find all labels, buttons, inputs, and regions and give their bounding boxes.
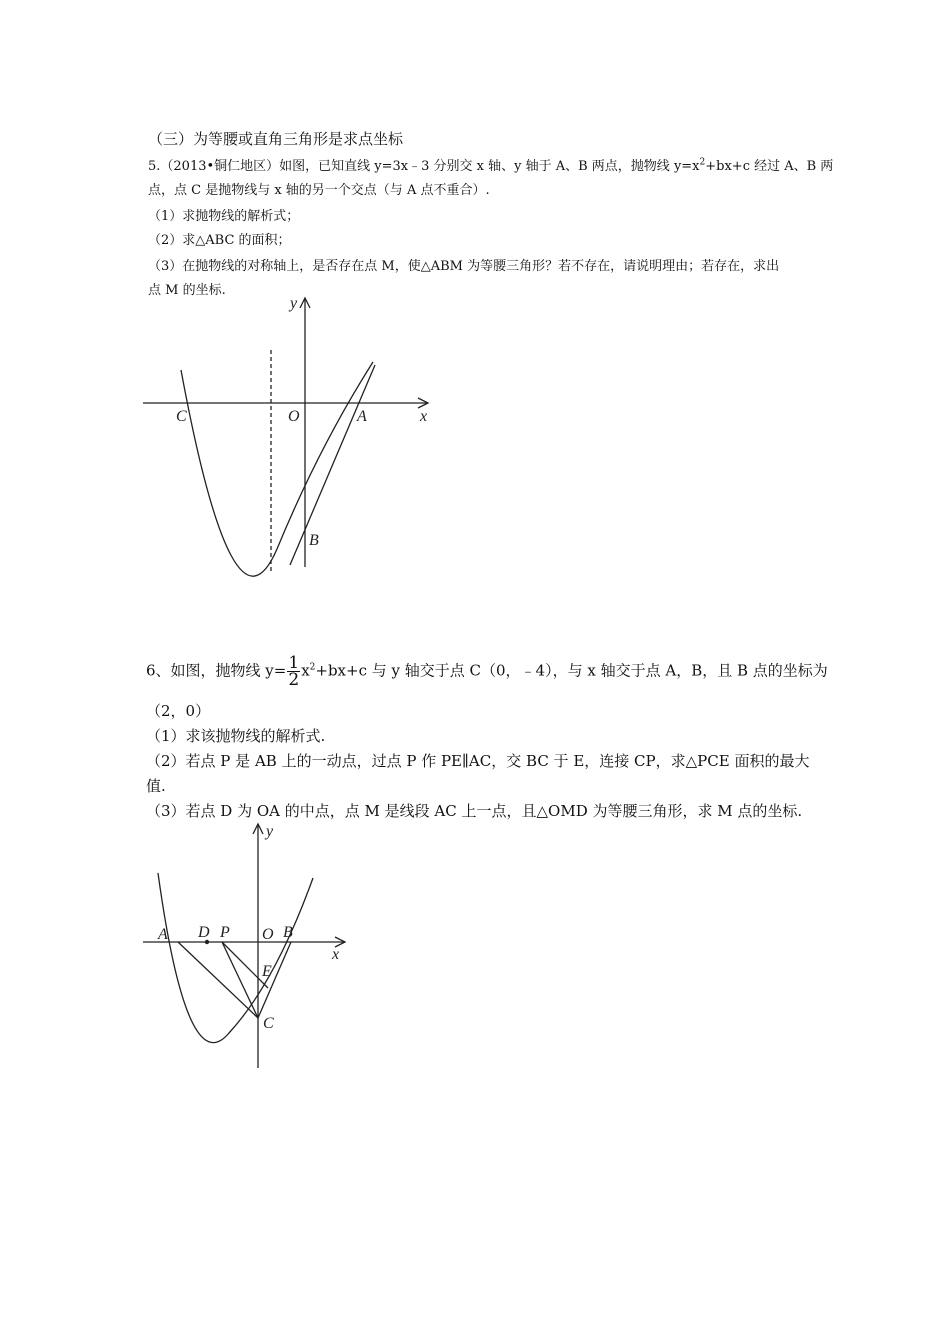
problem5-question-2: （2）求△ABC 的面积； (148, 233, 291, 248)
label-b: B (283, 924, 293, 941)
label-d: D (198, 924, 210, 941)
problem5-question-1: （1）求抛物线的解析式； (148, 209, 300, 224)
fraction-denominator: 2 (288, 670, 300, 690)
label-c: C (263, 1015, 274, 1032)
segment-bc (258, 942, 291, 1018)
problem5-line1-text: 5.（2013•铜仁地区）如图，已知直线 y=3x﹣3 分别交 x 轴、y 轴于 A、B 两点，抛物线 y=x (148, 159, 700, 174)
problem6-intro-tail: +bx+c 与 y 轴交于点 C（0，﹣4），与 x 轴交于点 A，B，且 B 点的坐标为 (315, 661, 828, 680)
label-a: A (158, 926, 168, 943)
label-a: A (357, 408, 367, 425)
fraction (287, 655, 300, 688)
label-o: O (288, 408, 300, 425)
problem5-exponent: 2 (699, 157, 706, 168)
label-x: x (332, 946, 340, 963)
problem6-figure (140, 818, 360, 1074)
problem5-line1 (148, 155, 833, 174)
parabola (181, 362, 373, 576)
section-heading: （三）为等腰或直角三角形是求点坐标 (148, 130, 404, 148)
problem5-question-3: （3）在抛物线的对称轴上，是否存在点 M，使△ABM 为等腰三角形？若不存在，请说明理由；若存在，求出 (148, 259, 780, 274)
segment-ac (178, 942, 258, 1018)
problem6-exponent: 2 (309, 662, 316, 673)
problem6-intro-line2: （2，0） (146, 702, 211, 720)
line-ab (290, 365, 375, 565)
problem6-question-1: （1）求该抛物线的解析式. (146, 727, 326, 745)
problem5-line2: 点，点 C 是抛物线与 x 轴的另一个交点（与 A 点不重合）. (148, 183, 490, 198)
fraction-numerator: 1 (288, 653, 300, 673)
parabola (158, 873, 313, 1043)
label-p: P (220, 924, 230, 941)
problem6-intro (146, 655, 828, 688)
label-y: y (290, 295, 298, 312)
problem6-question-2-cont: 值. (146, 777, 166, 795)
segment-pc (222, 942, 258, 1018)
problem6-intro-post: x (301, 661, 310, 680)
problem5-figure (130, 290, 440, 580)
label-o: O (262, 926, 274, 943)
problem5-question-3-cont: 点 M 的坐标. (148, 283, 226, 298)
label-x: x (420, 408, 428, 425)
label-y: y (266, 823, 274, 840)
label-c: C (176, 408, 187, 425)
problem6-question-3: （3）若点 D 为 OA 的中点，点 M 是线段 AC 上一点，且△OMD 为等腰三角形，求 M 点的坐标. (146, 802, 803, 820)
problem6-question-2: （2）若点 P 是 AB 上的一动点，过点 P 作 PE∥AC，交 BC 于 E，连接 CP，求△PCE 面积的最大 (146, 752, 810, 770)
label-b: B (309, 532, 319, 549)
problem6-intro-pre: 6、如图，抛物线 y= (146, 661, 287, 680)
label-e: E (262, 963, 272, 980)
problem5-line1-tail: +bx+c 经过 A、B 两 (705, 159, 834, 174)
